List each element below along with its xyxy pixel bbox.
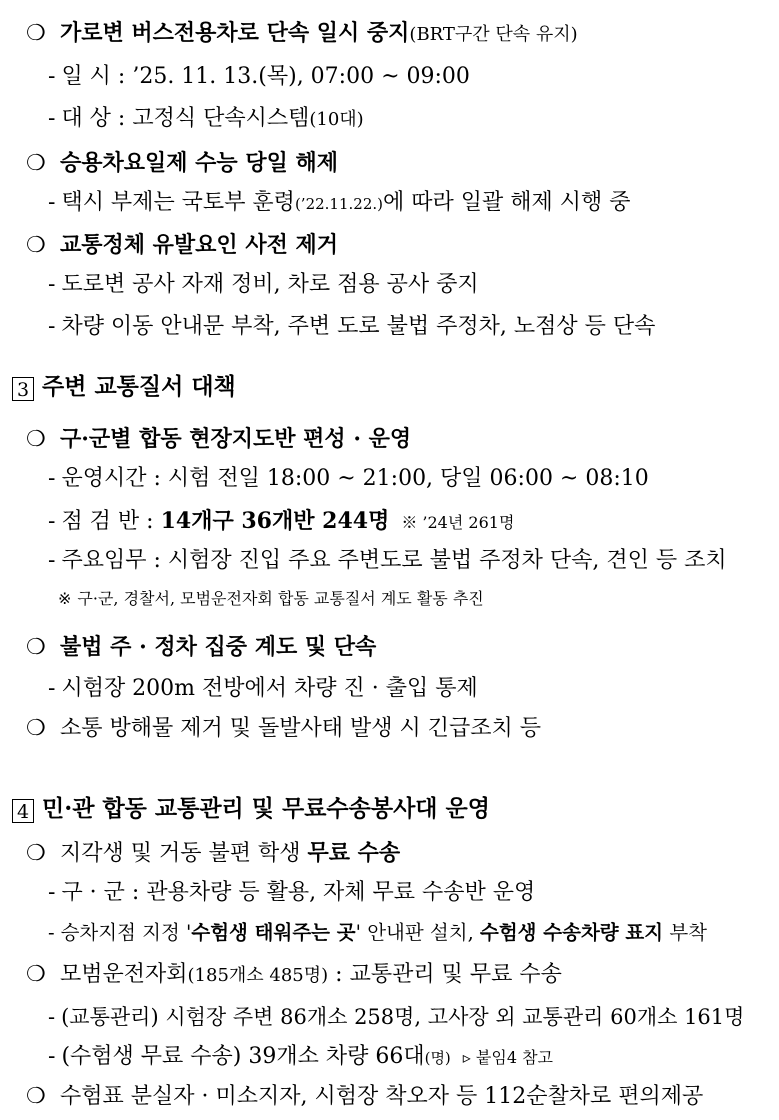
item-bus-lane: [26, 18, 578, 50]
item-text: (교통관리) 시험장 주변 86개소 258명, 고사장 외 교통관리 60개소 161명: [61, 1005, 745, 1029]
bold-text-1: 수험생 태워주는 곳: [191, 921, 356, 944]
item-text: 모범운전자회: [60, 962, 188, 987]
circle-bullet-icon: ❍: [26, 151, 46, 176]
note-text: (BRT구간 단속 유지): [409, 24, 578, 45]
heading-text: 불법 주 · 정차 집중 계도 및 단속: [60, 634, 377, 660]
dash-bullet: -: [48, 880, 56, 905]
dash-bullet: -: [48, 466, 56, 491]
dash-bullet: -: [48, 190, 56, 215]
item-obstacle: [26, 714, 541, 744]
dash-bullet: -: [48, 272, 56, 297]
circle-bullet-icon: ❍: [26, 841, 46, 866]
dash-bullet: -: [48, 1044, 56, 1069]
item-pickup-point: [48, 918, 707, 948]
item-inspection: [48, 506, 514, 538]
item-text: 택시 부제는 국토부 훈령: [61, 190, 295, 215]
circle-bullet-icon: ❍: [26, 716, 46, 741]
item-reference: [58, 584, 484, 614]
item-text-rest: 부착: [663, 921, 707, 944]
section-3-heading: [12, 372, 236, 402]
dash-bullet: -: [48, 106, 56, 131]
heading-text: 구·군별 합동 현장지도반 편성 · 운영: [60, 426, 412, 452]
dash-bullet: -: [48, 548, 56, 573]
dash-bullet: -: [48, 314, 56, 339]
item-duties: [48, 546, 727, 576]
item-access-control: [48, 674, 478, 704]
circle-bullet-icon: ❍: [26, 21, 46, 46]
small-text: (명): [424, 1049, 451, 1067]
item-text: 구·군, 경찰서, 모범운전자회 합동 교통질서 계도 활동 추진: [77, 589, 484, 608]
item-text: 구 · 군 : 관용차량 등 활용, 자체 무료 수송반 운영: [61, 880, 536, 905]
dash-bullet: -: [48, 1005, 56, 1029]
item-text: 소통 방해물 제거 및 돌발사태 발생 시 긴급조치 등: [60, 716, 541, 741]
bold-text-2: 수험생 수송차량 표지: [480, 921, 664, 944]
item-text: 수험표 분실자 · 미소지자, 시험장 착오자 등 112순찰차로 편의제공: [60, 1084, 704, 1109]
item-text: 점 검 반 :: [61, 509, 161, 534]
item-model-drivers: [26, 960, 562, 991]
item-text: 시험장 200m 전방에서 차량 진 · 출입 통제: [61, 676, 478, 701]
item-notice: [48, 312, 655, 342]
heading-text: 승용차요일제 수능 당일 해제: [60, 150, 339, 176]
item-text: (수험생 무료 수송) 39개소 차량 66대: [61, 1044, 425, 1069]
item-illegal-parking: [26, 632, 376, 663]
circle-bullet-icon: ❍: [26, 635, 46, 660]
item-construction: [48, 270, 479, 300]
item-text: 운영시간 : 시험 전일 18:00 ~ 21:00, 당일 06:00 ~ 08:10: [61, 466, 649, 491]
circle-bullet-icon: ❍: [26, 1084, 46, 1109]
item-text-rest: : 교통관리 및 무료 수송: [328, 962, 562, 987]
note-text: ※ ’24년 261명: [401, 513, 515, 532]
item-text: 도로변 공사 자재 정비, 차로 점용 공사 중지: [61, 272, 479, 297]
reference-mark: ※: [58, 589, 72, 608]
item-car-day: [26, 148, 338, 179]
item-target: [48, 104, 364, 135]
circle-bullet-icon: ❍: [26, 233, 46, 258]
item-congestion: [26, 230, 338, 261]
item-text: 일 시 : ’25. 11. 13.(목), 07:00 ~ 09:00: [61, 64, 470, 89]
item-text: 지각생 및 거동 불편 학생: [60, 841, 308, 866]
item-text-rest: 에 따라 일괄 해제 시행 중: [383, 190, 631, 215]
item-date: [48, 62, 470, 92]
dash-bullet: -: [48, 676, 56, 701]
circle-bullet-icon: ❍: [26, 962, 46, 987]
item-student-transport: [48, 1042, 553, 1073]
item-free-transport: [26, 838, 400, 869]
heading-text: 가로변 버스전용차로 단속 일시 중지: [60, 20, 410, 46]
small-text: (185개소 485명): [187, 965, 329, 986]
bold-text: 14개구 36개반 244명: [160, 508, 390, 534]
small-text: (’22.11.22.): [294, 195, 383, 213]
section-number-box: 3: [12, 377, 34, 401]
item-text: 승차지점 지정 ': [60, 921, 192, 944]
item-joint-team: [26, 424, 411, 455]
item-ticket-help: [26, 1082, 703, 1112]
section-title: 민·관 합동 교통관리 및 무료수송봉사대 운영: [42, 795, 490, 822]
heading-text: 교통정체 유발요인 사전 제거: [60, 232, 339, 258]
section-number-box: 4: [12, 799, 34, 823]
item-text: 주요임무 : 시험장 진입 주요 주변도로 불법 주정차 단속, 견인 등 조치: [61, 548, 727, 573]
item-text-mid: ' 안내판 설치,: [355, 921, 480, 944]
item-traffic-management: [48, 1002, 744, 1032]
dash-bullet: -: [48, 509, 56, 534]
section-4-heading: [12, 794, 490, 824]
item-text: 대 상 : 고정식 단속시스템: [61, 106, 310, 131]
small-text: (10대): [309, 109, 364, 130]
item-text: 차량 이동 안내문 부착, 주변 도로 불법 주정차, 노점상 등 단속: [61, 314, 656, 339]
item-hours: [48, 464, 649, 494]
bold-text: 무료 수송: [307, 840, 401, 866]
dash-bullet: -: [48, 64, 56, 89]
section-title: 주변 교통질서 대책: [42, 373, 236, 400]
dash-bullet: -: [48, 921, 55, 944]
item-taxi: [48, 188, 631, 219]
circle-bullet-icon: ❍: [26, 427, 46, 452]
item-district: [48, 878, 535, 908]
attachment-reference: ▹ 붙임4 참고: [462, 1048, 554, 1067]
